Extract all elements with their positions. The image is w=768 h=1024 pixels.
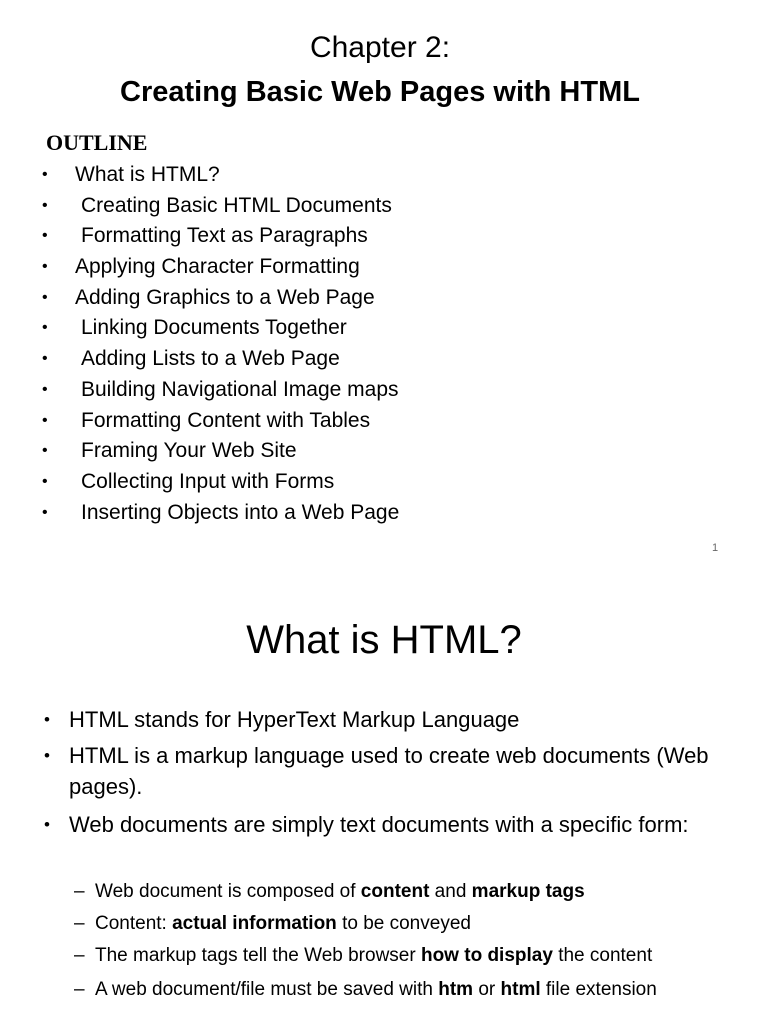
bullet-icon: •: [42, 196, 48, 214]
bullet-text: HTML is a markup language used to create web documents (Web pages).: [69, 743, 709, 799]
bullet-icon: •: [42, 472, 48, 490]
outline-heading: OUTLINE: [46, 130, 148, 155]
outline-item-text: Applying Character Formatting: [75, 255, 360, 279]
outline-item-text: Inserting Objects into a Web Page: [81, 500, 400, 524]
outline-item-text: Adding Graphics to a Web Page: [75, 285, 375, 309]
outline-item-text: Linking Documents Together: [81, 316, 347, 340]
bullet-text: Web documents are simply text documents with a specific form:: [69, 812, 689, 837]
page-number: 1: [712, 542, 719, 554]
dash-icon: –: [74, 979, 85, 1000]
dash-icon: –: [74, 881, 85, 902]
bullet-icon: •: [42, 503, 48, 521]
sub-point-text: A web document/file must be saved with htm or html file extension: [95, 979, 657, 1000]
bullet-icon: •: [42, 288, 48, 306]
outline-item-text: What is HTML?: [75, 163, 220, 186]
outline-item-text: Creating Basic HTML Documents: [81, 193, 392, 217]
bullet-icon: •: [44, 815, 50, 834]
bullet-text: HTML stands for HyperText Markup Language: [69, 707, 520, 732]
slide-title: What is HTML?: [246, 618, 522, 662]
dash-icon: –: [74, 945, 85, 966]
sub-point-text: Web document is composed of content and markup tags: [95, 881, 585, 902]
bullet-icon: •: [44, 746, 50, 765]
dash-icon: –: [74, 913, 85, 934]
outline-item-text: Framing Your Web Site: [81, 439, 297, 463]
bullet-icon: •: [42, 411, 48, 429]
bullet-icon: •: [42, 350, 48, 368]
outline-item-text: Adding Lists to a Web Page: [81, 347, 340, 371]
bullet-icon: •: [42, 319, 48, 337]
bullet-icon: •: [44, 710, 50, 729]
outline-item-text: Formatting Content with Tables: [81, 408, 371, 432]
bullet-icon: •: [42, 380, 48, 398]
outline-item-text: Collecting Input with Forms: [81, 469, 335, 493]
outline-item-text: Building Navigational Image maps: [81, 377, 399, 401]
bullet-icon: •: [42, 258, 48, 276]
bullet-icon: •: [42, 166, 48, 183]
chapter-title: Creating Basic Web Pages with HTML: [120, 76, 640, 108]
sub-point-text: Content: actual information to be conveyed: [95, 913, 471, 934]
slide-2: [0, 566, 768, 1024]
sub-point-text: The markup tags tell the Web browser how to display the content: [95, 945, 653, 966]
bullet-icon: •: [42, 227, 48, 245]
bullet-icon: •: [42, 442, 48, 460]
chapter-number: Chapter 2:: [309, 31, 451, 64]
outline-item-text: Formatting Text as Paragraphs: [81, 224, 368, 248]
